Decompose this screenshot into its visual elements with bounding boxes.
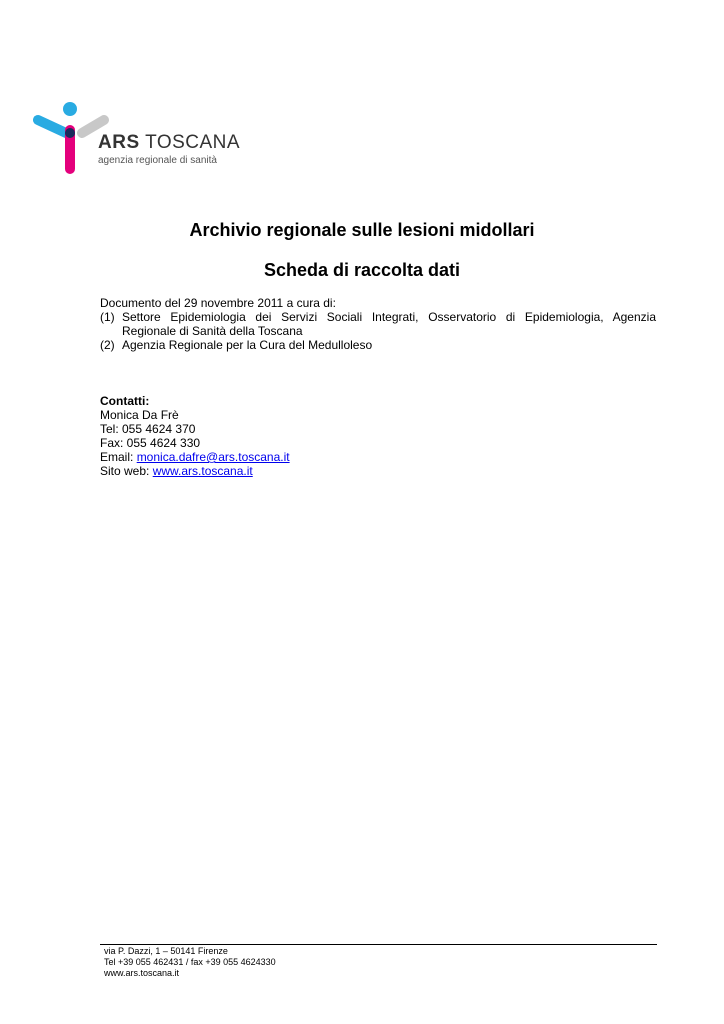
website-link[interactable]: www.ars.toscana.it [152, 464, 253, 478]
list-item [100, 310, 656, 338]
page-footer [104, 946, 276, 979]
logo-name: ARS TOSCANA [98, 132, 241, 153]
intro-line: Documento del 29 novembre 2011 a cura di: [100, 296, 336, 310]
contact-email-row [100, 450, 656, 464]
document-title: Archivio regionale sulle lesioni midollari [189, 220, 535, 240]
logo-text [98, 133, 240, 167]
footer-website: www.ars.toscana.it [104, 968, 180, 978]
intro-section [100, 296, 656, 352]
contacts-section [100, 394, 656, 478]
contact-tel: Tel: 055 4624 370 [100, 422, 196, 436]
list-item [100, 338, 656, 352]
contact-web-row [100, 464, 656, 478]
list-number: (1) [100, 310, 115, 324]
email-link[interactable]: monica.dafre@ars.toscana.it [136, 450, 290, 464]
email-label: Email: [100, 450, 137, 464]
document-subtitle: Scheda di raccolta dati [263, 260, 461, 280]
list-number: (2) [100, 338, 115, 352]
list-text: Agenzia Regionale per la Cura del Medulloleso [122, 338, 373, 352]
footer-divider [100, 944, 657, 945]
contacts-heading: Contatti: [100, 394, 150, 408]
list-text: Settore Epidemiologia dei Servizi Sociali Integrati, Osservatorio di Epidemiologia, Agenzia Regionale di Sanità della Toscana [122, 310, 656, 338]
web-label: Sito web: [100, 464, 153, 478]
footer-address: via P. Dazzi, 1 – 50141 Firenze [104, 946, 228, 956]
logo-subtitle: agenzia regionale di sanità [98, 155, 217, 166]
contact-fax: Fax: 055 4624 330 [100, 436, 201, 450]
footer-phone: Tel +39 055 462431 / fax +39 055 4624330 [104, 957, 276, 967]
contact-name: Monica Da Frè [100, 408, 179, 422]
ars-toscana-logo [28, 100, 241, 180]
